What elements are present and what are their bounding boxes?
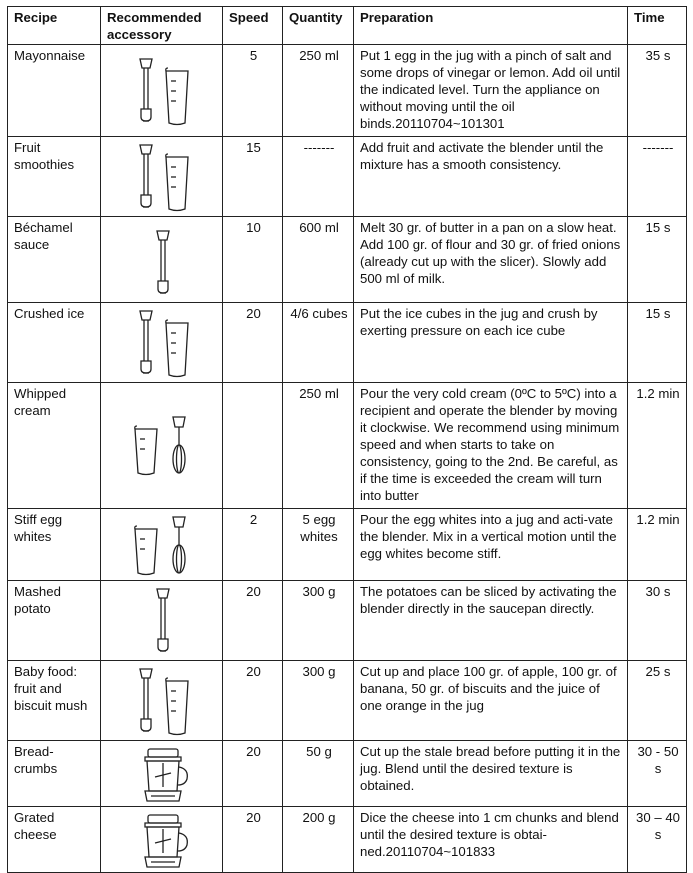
speed-value: 20 (223, 661, 283, 741)
quantity-value: 300 g (283, 661, 354, 741)
time-value: 15 s (628, 217, 687, 303)
speed-value: 20 (223, 303, 283, 383)
time-value: 1.2 min (628, 509, 687, 581)
preparation-text: Cut up and place 100 gr. of apple, 100 gr. of banana, 50 gr. of biscuits and the juice of one orange in the jug (354, 661, 628, 741)
table-row (8, 217, 687, 303)
beaker-and-whisk-icon (107, 385, 218, 479)
recipe-name: Béchamel sauce (8, 217, 101, 303)
recipe-name: Mayonnaise (8, 45, 101, 137)
table-row (8, 661, 687, 741)
table-row (8, 807, 687, 873)
accessory-cell (101, 303, 223, 383)
quantity-value: ------- (283, 137, 354, 217)
header-speed: Speed (223, 7, 283, 45)
blender-icon (107, 219, 218, 301)
recipe-name: Bread-crumbs (8, 741, 101, 807)
accessory-cell (101, 137, 223, 217)
chopper-bowl-icon (107, 809, 218, 871)
speed-value: 20 (223, 741, 283, 807)
blender-and-beaker-icon (107, 47, 218, 129)
quantity-value: 250 ml (283, 45, 354, 137)
accessory-cell (101, 581, 223, 661)
time-value: ------- (628, 137, 687, 217)
blender-icon (107, 583, 218, 659)
accessory-cell (101, 807, 223, 873)
preparation-text: Cut up the stale bread before putting it in the jug. Blend until the desired texture is obtained. (354, 741, 628, 807)
recipe-name: Crushed ice (8, 303, 101, 383)
speed-value: 15 (223, 137, 283, 217)
recipe-name: Grated cheese (8, 807, 101, 873)
time-value: 35 s (628, 45, 687, 137)
table-row (8, 45, 687, 137)
quantity-value: 600 ml (283, 217, 354, 303)
blender-and-beaker-icon (107, 305, 218, 381)
recipe-name: Mashed potato (8, 581, 101, 661)
table-row (8, 383, 687, 509)
preparation-text: Pour the very cold cream (0ºC to 5ºC) into a recipient and operate the blender by moving it clockwise. We recommend using minimum speed and when starts to take on consistency, going to the 2nd. Be careful, as if the time is exceeded the cream will turn into butter (354, 383, 628, 509)
table-row (8, 581, 687, 661)
table-row (8, 509, 687, 581)
accessory-cell (101, 509, 223, 581)
quantity-value: 250 ml (283, 383, 354, 509)
recipe-name: Whipped cream (8, 383, 101, 509)
accessory-cell (101, 45, 223, 137)
speed-value: 2 (223, 509, 283, 581)
preparation-text: Melt 30 gr. of butter in a pan on a slow heat. Add 100 gr. of flour and 30 gr. of fried onions (already cut up with the slicer). Slowly add 500 ml of milk. (354, 217, 628, 303)
header-quantity: Quantity (283, 7, 354, 45)
quantity-value: 4/6 cubes (283, 303, 354, 383)
time-value: 30 – 40 s (628, 807, 687, 873)
preparation-text: The potatoes can be sliced by activating the blender directly in the saucepan directly. (354, 581, 628, 661)
header-preparation: Preparation (354, 7, 628, 45)
recipe-table (7, 6, 687, 873)
chopper-bowl-icon (107, 743, 218, 805)
recipe-name: Baby food: fruit and biscuit mush (8, 661, 101, 741)
accessory-cell (101, 383, 223, 509)
blender-and-beaker-icon (107, 663, 218, 739)
quantity-value: 300 g (283, 581, 354, 661)
preparation-text: Add fruit and activate the blender until the mixture has a smooth consistency. (354, 137, 628, 217)
table-row (8, 741, 687, 807)
table-row (8, 303, 687, 383)
header-time: Time (628, 7, 687, 45)
accessory-cell (101, 661, 223, 741)
preparation-text: Pour the egg whites into a jug and acti-vate the blender. Mix in a vertical motion until the egg whites become stiff. (354, 509, 628, 581)
recipe-name: Stiff egg whites (8, 509, 101, 581)
table-row (8, 137, 687, 217)
quantity-value: 5 egg whites (283, 509, 354, 581)
preparation-text: Put 1 egg in the jug with a pinch of salt and some drops of vinegar or lemon. Add oil until the indicated level. Turn the appliance on without moving until the oil binds.20110704~101301 (354, 45, 628, 137)
recipe-name: Fruit smoothies (8, 137, 101, 217)
accessory-cell (101, 217, 223, 303)
quantity-value: 200 g (283, 807, 354, 873)
speed-value: 20 (223, 807, 283, 873)
beaker-and-whisk-icon (107, 511, 218, 579)
accessory-cell (101, 741, 223, 807)
speed-value (223, 383, 283, 509)
speed-value: 10 (223, 217, 283, 303)
quantity-value: 50 g (283, 741, 354, 807)
time-value: 15 s (628, 303, 687, 383)
blender-and-beaker-icon (107, 139, 218, 215)
time-value: 25 s (628, 661, 687, 741)
time-value: 30 - 50 s (628, 741, 687, 807)
header-accessory: Recommended accessory (101, 7, 223, 45)
speed-value: 5 (223, 45, 283, 137)
time-value: 30 s (628, 581, 687, 661)
time-value: 1.2 min (628, 383, 687, 509)
preparation-text: Put the ice cubes in the jug and crush by exerting pressure on each ice cube (354, 303, 628, 383)
speed-value: 20 (223, 581, 283, 661)
header-row (8, 7, 687, 45)
header-recipe: Recipe (8, 7, 101, 45)
preparation-text: Dice the cheese into 1 cm chunks and blend until the desired texture is obtai-ned.20110704~101833 (354, 807, 628, 873)
